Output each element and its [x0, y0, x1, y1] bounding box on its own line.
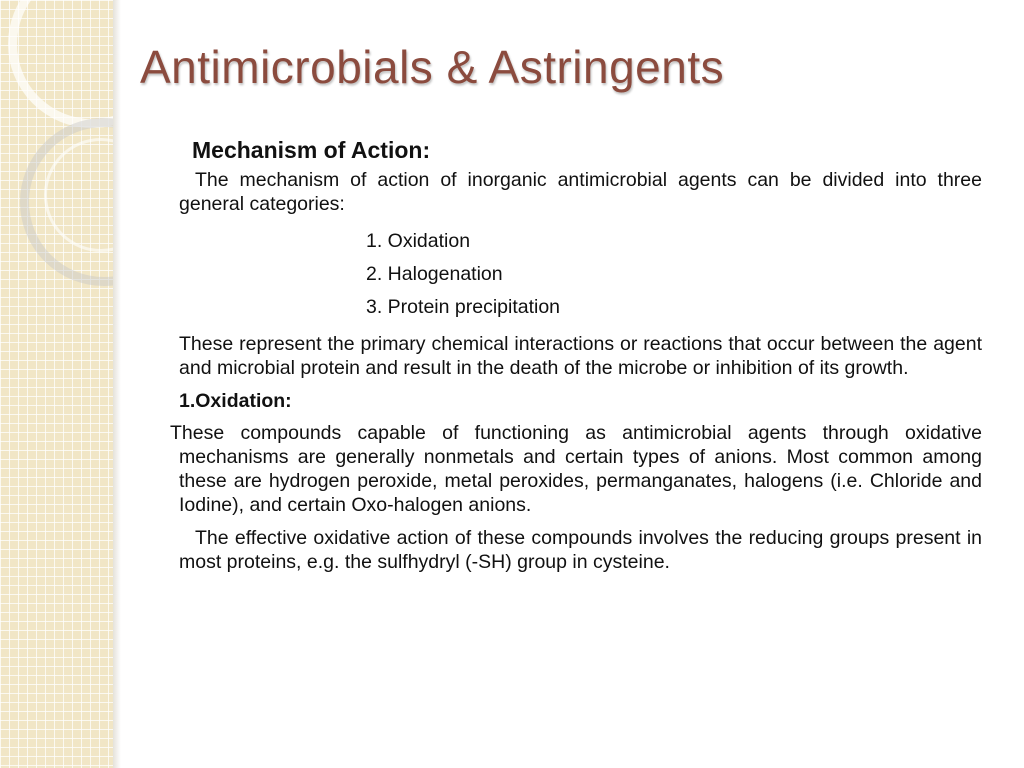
list-item: 1. Oxidation	[366, 230, 471, 252]
decorative-side-band	[0, 0, 113, 768]
oxidation-subheading: 1.Oxidation:	[179, 390, 292, 412]
list-item: 2. Halogenation	[366, 263, 503, 285]
effective-action-paragraph: The effective oxidative action of these compounds involves the reducing groups present in most proteins, e.g. the sulfhydryl (-SH) group in cysteine.	[179, 527, 982, 573]
section-heading: Mechanism of Action:	[192, 137, 431, 163]
list-item: 3. Protein precipitation	[366, 296, 561, 318]
slide-title: Antimicrobials & Astringents	[140, 41, 725, 93]
intro-paragraph: The mechanism of action of inorganic antimicrobial agents can be divided into three general categories:	[179, 169, 982, 215]
slide-body	[168, 138, 982, 583]
oxidation-paragraph: These compounds capable of functioning as antimicrobial agents through oxidative mechanisms are generally nonmetals and certain types of anions. Most common among these are hydrogen peroxide, metal peroxides, permanganates, halogens (i.e. Chloride and Iodine), and certain Oxo-halogen anions.	[170, 422, 982, 516]
decorative-ring	[8, 0, 113, 128]
side-band-shadow	[113, 0, 121, 768]
summary-paragraph: These represent the primary chemical interactions or reactions that occur between the agent and microbial protein and result in the death of the microbe or inhibition of its growth.	[179, 333, 982, 379]
category-list	[168, 225, 982, 324]
